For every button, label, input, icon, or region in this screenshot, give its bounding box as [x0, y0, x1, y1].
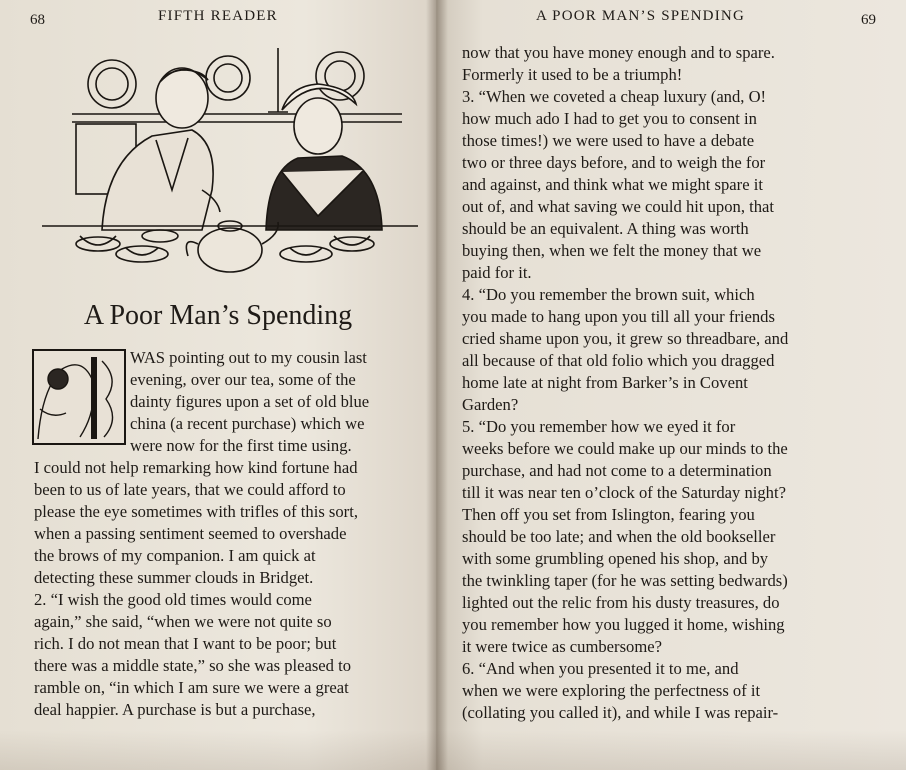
text-line: china (a recent purchase) which we [130, 414, 365, 433]
intro-paragraph [34, 347, 430, 589]
text-line: dainty figures upon a set of old blue [130, 392, 370, 411]
text-line: it were twice as cumbersome? [462, 637, 662, 656]
page-number-right: 69 [861, 12, 876, 28]
text-line: WAS pointing out to my cousin last [130, 348, 367, 367]
text-line: when we were exploring the perfectness of it [462, 681, 761, 700]
text-line: 6. “And when you presented it to me, and [462, 659, 739, 678]
text-line: how much ado I had to get you to consent in [462, 109, 757, 128]
text-line: the brows of my companion. I am quick at [34, 546, 316, 565]
text-line: all because of that old folio which you dragged [462, 351, 775, 370]
paragraph-2 [34, 589, 430, 721]
text-line: detecting these summer clouds in Bridget. [34, 568, 314, 587]
text-line: till it was near ten o’clock of the Saturday night? [462, 483, 786, 502]
text-line: (collating you called it), and while I was repair- [462, 703, 779, 722]
text-line: purchase, and had not come to a determination [462, 461, 772, 480]
text-line: you made to hang upon you till all your friends [462, 307, 775, 326]
text-line: again,” she said, “when we were not quite so [34, 612, 332, 631]
running-head-left: FIFTH READER [158, 8, 278, 24]
text-line: home late at night from Barker’s in Covent [462, 373, 748, 392]
text-line: two or three days before, and to weigh the for [462, 153, 766, 172]
text-line: ramble on, “in which I am sure we were a great [34, 678, 349, 697]
text-line: now that you have money enough and to spare. [462, 43, 775, 62]
text-line: when a passing sentiment seemed to overshade [34, 524, 347, 543]
text-line: paid for it. [462, 263, 532, 282]
text-line: weeks before we could make up our minds to the [462, 439, 788, 458]
running-head-right: A POOR MAN’S SPENDING [536, 8, 745, 24]
right-page-text [462, 42, 864, 724]
text-line: please the eye sometimes with trifles of this sort, [34, 502, 358, 521]
chapter-title: A Poor Man’s Spending [83, 300, 353, 331]
text-line: buying then, when we felt the money that we [462, 241, 762, 260]
text-line: those times!) we were used to have a debate [462, 131, 755, 150]
text-line: lighted out the relic from his dusty treasures, do [462, 593, 780, 612]
tea-table-illustration-icon [42, 40, 418, 276]
text-line: Then off you set from Islington, fearing you [462, 505, 755, 524]
text-line: should be an equivalent. A thing was worth [462, 219, 749, 238]
text-line: the twinkling taper (for he was setting bedwards) [462, 571, 788, 590]
text-line: there was a middle state,” so she was pleased to [34, 656, 352, 675]
text-line: 4. “Do you remember the brown suit, which [462, 285, 755, 304]
text-line: with some grumbling opened his shop, and by [462, 549, 769, 568]
text-line: should be too late; and when the old bookseller [462, 527, 776, 546]
text-line: out of, and what saving we could hit upon, that [462, 197, 774, 216]
text-line: 5. “Do you remember how we eyed it for [462, 417, 736, 436]
page-number-left: 68 [30, 12, 45, 28]
text-line: rich. I do not mean that I want to be poor; but [34, 634, 337, 653]
right-page [436, 0, 906, 770]
text-line: Garden? [462, 395, 519, 414]
text-line: Formerly it used to be a triumph! [462, 65, 683, 84]
text-line: and against, and think what we might spare it [462, 175, 763, 194]
text-line: I could not help remarking how kind fortune had [34, 458, 358, 477]
text-line: deal happier. A purchase is but a purchase, [34, 700, 316, 719]
text-line: 3. “When we coveted a cheap luxury (and, O! [462, 87, 767, 106]
text-line: evening, over our tea, some of the [130, 370, 356, 389]
text-line: were now for the first time using. [130, 436, 352, 455]
text-line: been to us of late years, that we could afford to [34, 480, 346, 499]
text-line: 2. “I wish the good old times would come [34, 590, 312, 609]
text-line: cried shame upon you, it grew so threadbare, and [462, 329, 789, 348]
left-page [0, 0, 436, 770]
text-line: you remember how you lugged it home, wishing [462, 615, 785, 634]
